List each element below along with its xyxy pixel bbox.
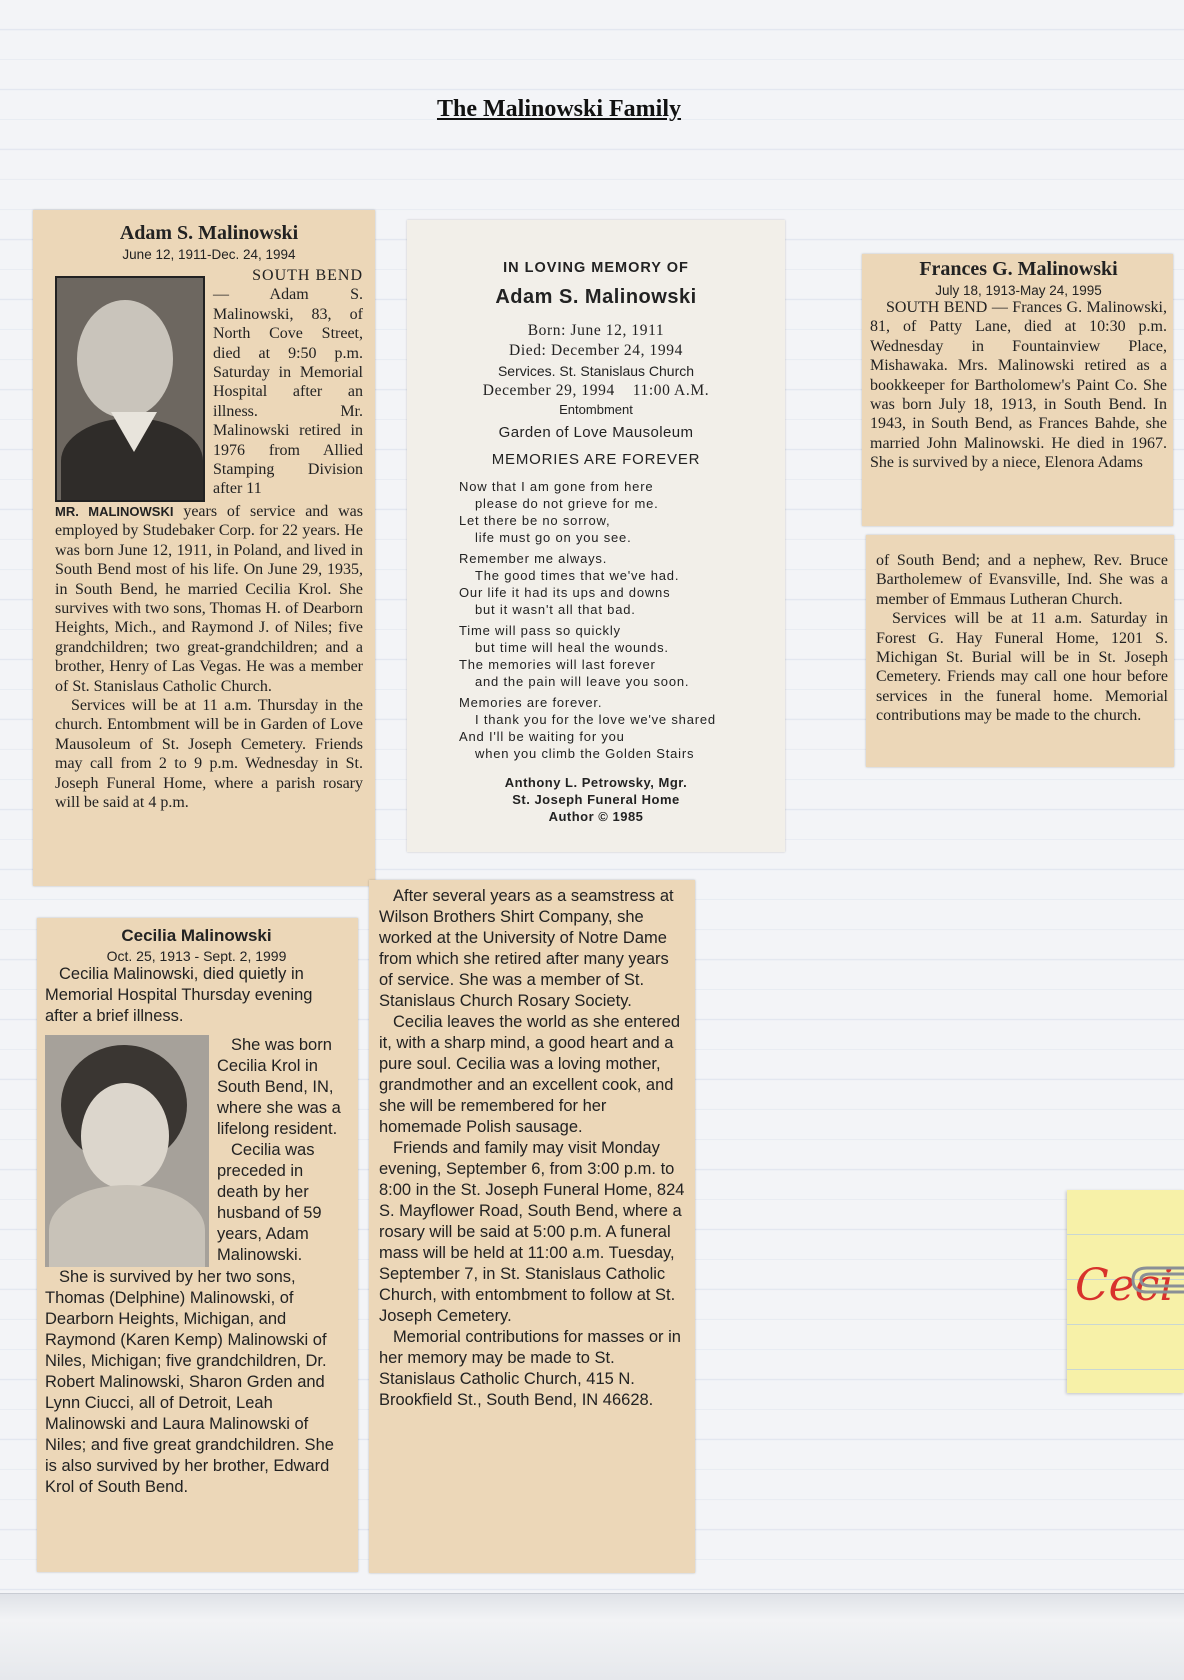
adam-photo — [55, 276, 205, 502]
card-died: Died: December 24, 1994 — [509, 342, 683, 359]
sheet-protector-edge — [0, 1593, 1184, 1680]
card-memories-heading: MEMORIES ARE FOREVER — [491, 451, 701, 468]
cecilia-paragraph-3: Cecilia was preceded in death by her husband of 59 years, Adam Malinowski. — [217, 1141, 322, 1264]
cecilia-obituary-clipping — [37, 918, 358, 1572]
adam-paragraph-1: years of service and was employed by Studebaker Corp. for 22 years. He was born June 12, 1911, in Poland, and lived in South Bend most of his life. On June 29, 1935, in South Bend, he married Cecilia Krol. She survives with two sons, Thomas H. of Dearborn Heights, Mich., and Raymond J. of Niles; five grandchildren; two great-grandchildren; and a brother, Henry of Las Vegas. He was a member of St. Stanislaus Catholic Church. — [55, 503, 363, 695]
poem-line: I thank you for the love we've shared — [475, 712, 716, 727]
adam-dateline: SOUTH BEND — [252, 267, 363, 284]
card-name: Adam S. Malinowski — [495, 286, 697, 308]
poem-line: and the pain will leave you soon. — [475, 674, 690, 689]
cecilia-photo — [45, 1035, 209, 1267]
cecilia-obituary-clipping-continued — [369, 880, 695, 1573]
card-entombment: Entombment — [559, 402, 633, 417]
cecilia-body — [45, 964, 348, 1498]
cecilia-paragraph-4: She is survived by her two sons, Thomas (Delphine) Malinowski, of Dearborn Heights, Michigan, and Raymond (Karen Kemp) Malinowski of Niles, Michigan; five grandchildren, Dr. Robert Malinowski, Sharon Grden and Lynn Ciucci, all of Detroit, Leah Malinowski and Laura Malinowski of Niles; and five great grandchildren. She is also survived by her brother, Edward Krol of South Bend. — [45, 1268, 334, 1496]
adam-headline: Adam S. Malinowski — [119, 222, 299, 244]
frances-headline: Frances G. Malinowski — [919, 258, 1118, 280]
poem-line: And I'll be waiting for you — [459, 729, 625, 744]
paperclip-icon — [1125, 1260, 1184, 1300]
frances-body-continued — [876, 551, 1168, 726]
frances-obituary-clipping-top — [862, 254, 1173, 526]
cecilia-col2-paragraph-2: Cecilia leaves the world as she entered it, with a sharp mind, a good heart and a pure soul. Cecilia was a loving mother, grandmother and an excellent cook, and she will be remembered for her homemade Polish sausage. — [379, 1013, 681, 1136]
cecilia-photo-face — [81, 1083, 169, 1189]
poem-line: Our life it had its ups and downs — [459, 585, 671, 600]
poem-line: Memories are forever. — [459, 695, 603, 710]
poem-stanza — [459, 694, 785, 762]
frances-obituary-clipping-bottom — [866, 535, 1174, 767]
memorial-card — [407, 220, 785, 852]
page-title: The Malinowski Family — [436, 96, 682, 122]
poem-stanza — [459, 550, 785, 618]
poem-line: when you climb the Golden Stairs — [475, 746, 695, 761]
frances-paragraph-2: of South Bend; and a nephew, Rev. Bruce Bartholemew of Evansville, Ind. She was a member of Emmaus Lutheran Church. — [876, 552, 1168, 608]
adam-photo-head — [77, 300, 173, 418]
cecilia-headline: Cecilia Malinowski — [121, 926, 272, 945]
cecilia-photo-shoulders — [49, 1185, 205, 1267]
card-poem — [459, 478, 785, 762]
poem-stanza — [459, 478, 785, 546]
adam-body — [55, 266, 363, 813]
poem-stanza — [459, 622, 785, 690]
frances-paragraph-3: Services will be at 11 a.m. Saturday in Forest G. Hay Funeral Home, 1201 S. Michigan St. Burial will be in St. Joseph Cemetery. Friends may call one hour before services in the funeral home. Memorial contributions may be made to the church. — [876, 610, 1168, 725]
poem-line: Time will pass so quickly — [459, 623, 621, 638]
card-author-name: Anthony L. Petrowsky, Mgr. — [504, 775, 688, 790]
adam-dates: June 12, 1911-Dec. 24, 1994 — [122, 247, 296, 262]
card-place: Garden of Love Mausoleum — [498, 424, 694, 441]
cecilia-body-continued — [379, 886, 685, 1411]
frances-body — [870, 298, 1167, 473]
sticky-note — [1067, 1190, 1184, 1393]
frances-dates: July 18, 1913-May 24, 1995 — [935, 283, 1102, 298]
card-services: Services. St. Stanislaus Church — [497, 363, 695, 379]
poem-line: but it wasn't all that bad. — [475, 602, 636, 617]
cecilia-col2-paragraph-3: Friends and family may visit Monday evening, September 6, from 3:00 p.m. to 8:00 in the St. Joseph Funeral Home, 824 S. Mayflower Road, South Bend, where a rosary will be said at 5:00 p.m. A funeral mass will be held at 11:00 a.m. Tuesday, September 7, in St. Stanislaus Catholic Church, with entombment to follow at St. Joseph Cemetery. — [379, 1139, 685, 1325]
cecilia-paragraph-2: She was born Cecilia Krol in South Bend, IN, where she was a lifelong resident. — [217, 1036, 341, 1138]
poem-line: please do not grieve for me. — [475, 496, 659, 511]
poem-line: Now that I am gone from here — [459, 479, 654, 494]
sticky-note-handwriting: Ceci — [1075, 1260, 1174, 1311]
cecilia-col2-paragraph-1: After several years as a seamstress at Wilson Brothers Shirt Company, she worked at the University of Notre Dame from which she retired after many years of service. She was a member of St. Stanislaus Church Rosary Society. — [379, 887, 674, 1010]
cecilia-paragraph-1: Cecilia Malinowski, died quietly in Memorial Hospital Thursday evening after a brief illness. — [45, 965, 313, 1025]
poem-line: but time will heal the wounds. — [475, 640, 669, 655]
poem-line: life must go on you see. — [475, 530, 632, 545]
cecilia-dates: Oct. 25, 1913 - Sept. 2, 1999 — [106, 948, 287, 964]
cecilia-col2-paragraph-4: Memorial contributions for masses or in her memory may be made to St. Stanislaus Catholic Church, 415 N. Brookfield St., South Bend, IN 46628. — [379, 1328, 681, 1409]
card-author-home: St. Joseph Funeral Home — [512, 792, 680, 807]
card-author-copyright: Author © 1985 — [548, 809, 644, 824]
poem-line: Remember me always. — [459, 551, 608, 566]
adam-obituary-clipping — [33, 210, 375, 886]
adam-paragraph-2: Services will be at 11 a.m. Thursday in the church. Entombment will be in Garden of Love Mausoleum of St. Joseph Cemetery. Friends may call from 2 to 9 p.m. Wednesday in St. Joseph Funeral Home, where a parish rosary will be said at 4 p.m. — [55, 697, 363, 812]
card-service-datetime: December 29, 1994 11:00 A.M. — [482, 382, 710, 399]
card-born: Born: June 12, 1911 — [527, 322, 665, 339]
poem-line: The memories will last forever — [459, 657, 656, 672]
adam-photo-caption: MR. MALINOWSKI — [55, 504, 174, 519]
card-heading: IN LOVING MEMORY OF — [503, 260, 689, 276]
poem-line: Let there be no sorrow, — [459, 513, 611, 528]
poem-line: The good times that we've had. — [475, 568, 680, 583]
adam-paragraph-wrap: — Adam S. Malinowski, 83, of North Cove Street, died at 9:50 p.m. Saturday in Memorial Hospital after an illness. Mr. Malinowski retired in 1976 from Allied Stamping Division after 11 — [213, 286, 363, 498]
frances-paragraph-1: SOUTH BEND — Frances G. Malinowski, 81, of Patty Lane, died at 10:30 p.m. Wednesday in Fountainview Place, Mishawaka. Mrs. Malinowski retired as a bookkeeper for Bartholomew's Paint Co. She was born July 18, 1913, in South Bend. In 1943, in South Bend, as Frances Bahde, she married John Malinowski. He died in 1967. She is survived by a niece, Elenora Adams — [870, 299, 1167, 472]
